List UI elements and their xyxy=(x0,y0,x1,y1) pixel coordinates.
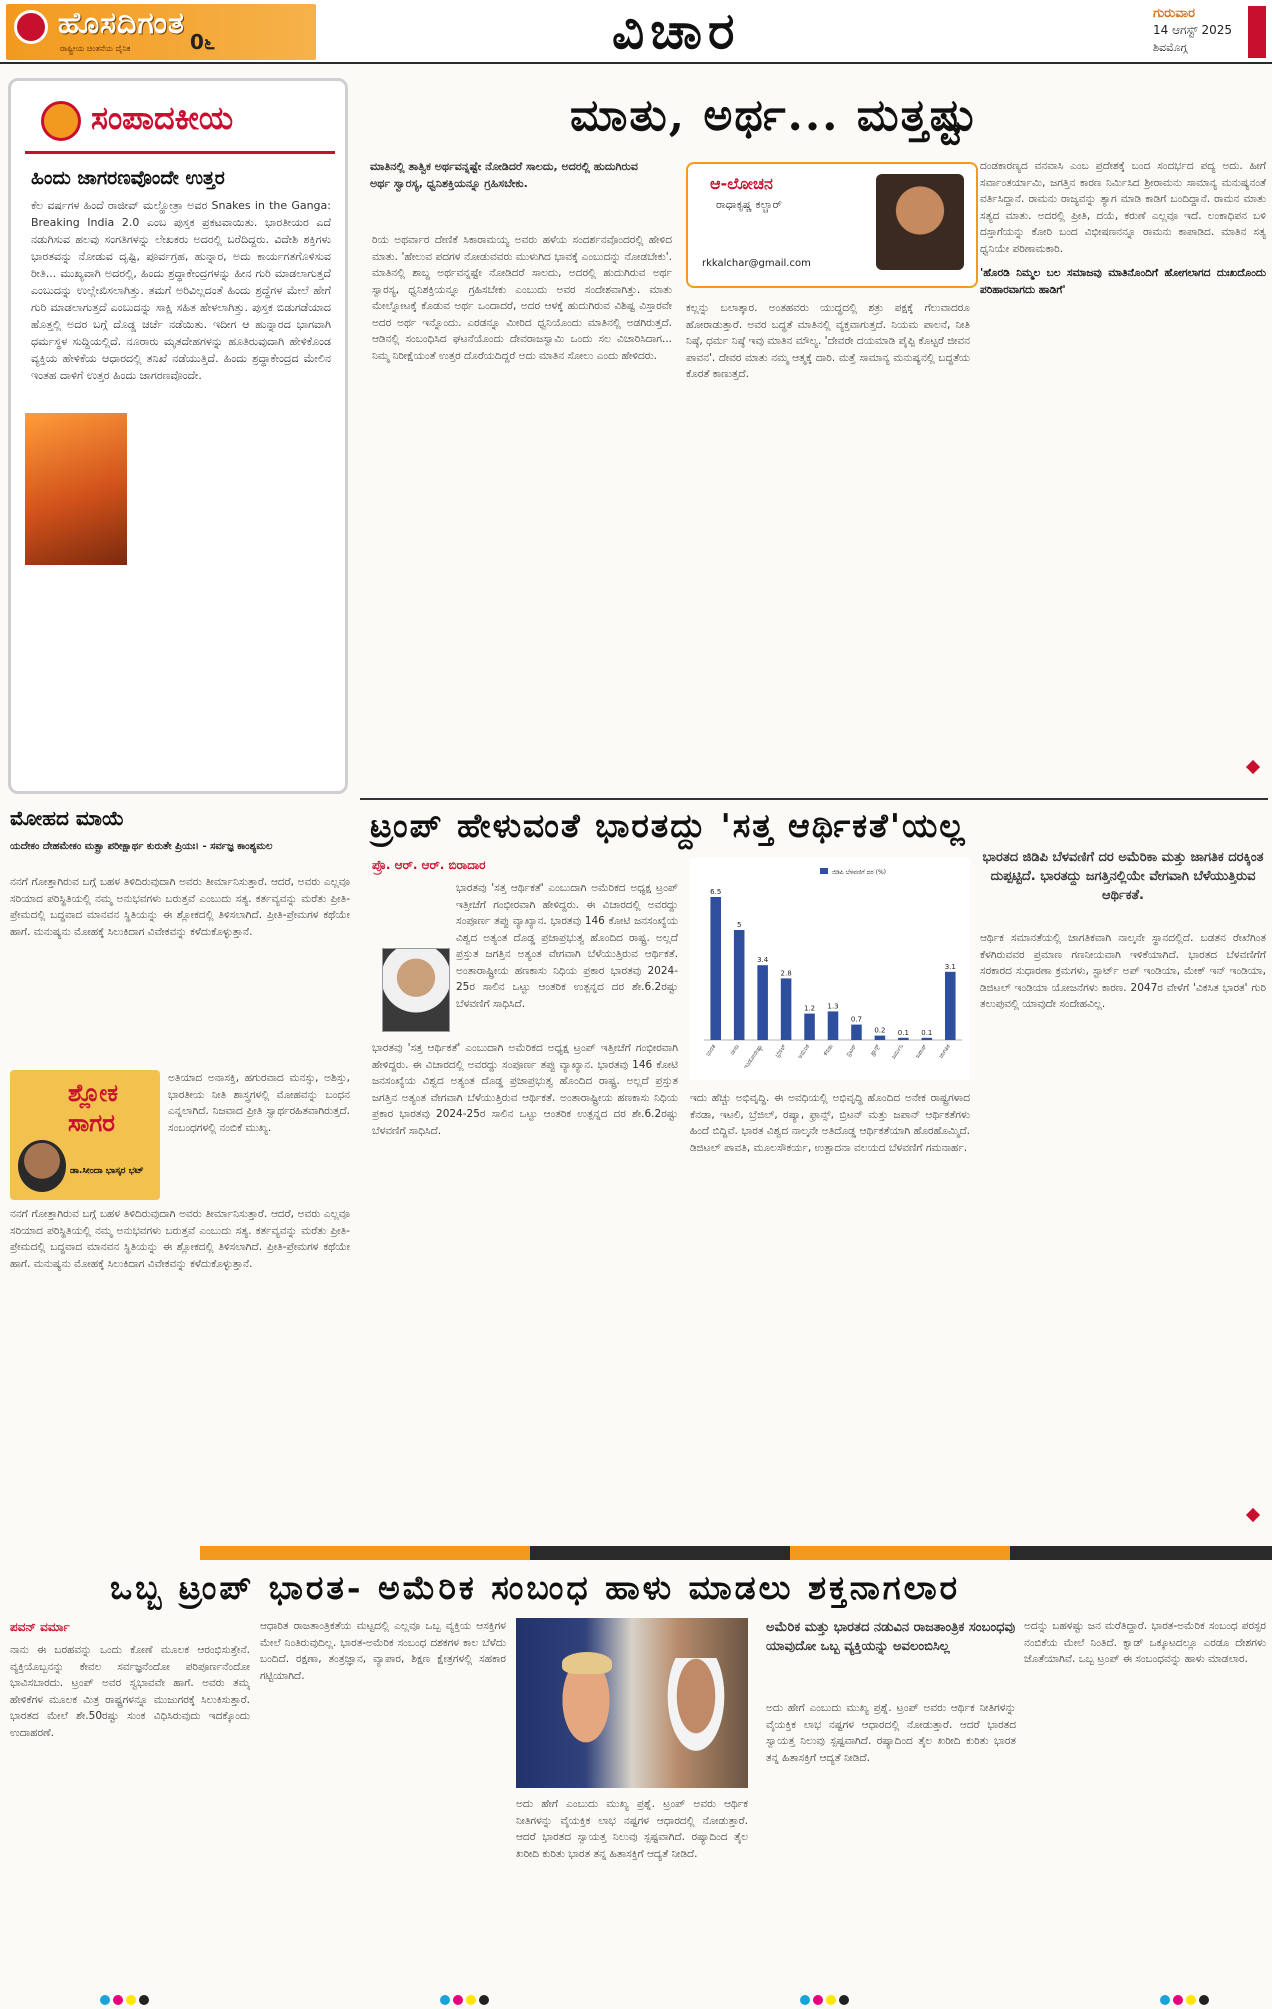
chart-category-label: ಚೀನಾ xyxy=(728,1043,741,1057)
chart-value-label: 5 xyxy=(736,921,742,929)
top-body-mid: ಕಲ್ಲನ್ನು ಬಲಾತ್ಕಾರ. ಅಂತಹವರು ಯುದ್ಧದಲ್ಲಿ ಶತ್ರು ಪಕ್ಷಕ್ಕೆ ಗೆಲುವಾದರೂ ಹೋರಾಡುತ್ತಾರೆ. ಅವರ ಬದ್ಧತೆ ಮಾತಿನಲ್ಲಿ ವ್ಯಕ್ತವಾಗುತ್ತದೆ. ನಿಯಮ ಪಾಲನೆ, ನೀತಿ ನಿಷ್ಠೆ, ಧರ್ಮ ನಿಷ್ಠೆ ಇವು ಮಾತಿನ ಮೌಲ್ಯ. 'ದೇವರೇ ದಯಮಾಡಿ ಪೈಪ್ಪಿ ಕೊಟ್ಟರೆ ಜೀವನ ಪಾವನ'. ದೇವರ ಮಾತು ನಮ್ಮ ಆತ್ಮಕ್ಕೆ ದಾರಿ. ಮತ್ತೆ ಸಾಮಾನ್ಯ ಮನುಷ್ಯನಲ್ಲಿ ಬದ್ಧತೆಯ ಕೊರತೆ ಕಾಣುತ್ತದೆ. xyxy=(686,302,970,380)
chart-bar xyxy=(875,1036,886,1040)
bottom-body-3: ಅದು ಹೇಗೆ ಎಂಬುದು ಮುಖ್ಯ ಪ್ರಶ್ನೆ. ಟ್ರಂಪ್ ಅವರು ಆರ್ಥಿಕ ನೀತಿಗಳನ್ನು ವೈಯಕ್ತಿಕ ಲಾಭ ನಷ್ಟಗಳ ಆಧಾರದಲ್ಲಿ ನೋಡುತ್ತಾರೆ. ಆದರೆ ಭಾರತದ ಸ್ವಾಯತ್ತ ನಿಲುವು ಸ್ಪಷ್ಟವಾಗಿದೆ. ರಷ್ಯಾದಿಂದ ತೈಲ ಖರೀದಿ ಕುರಿತು ಭಾರತ ತನ್ನ ಹಿತಾಸಕ್ತಿಗೆ ಆದ್ಯತೆ ನೀಡಿದೆ. xyxy=(766,1702,1016,1764)
edition-city: ಶಿವಮೊಗ್ಗ xyxy=(1153,41,1188,54)
chart-category-label: ಜಾಗತಿಕ xyxy=(937,1043,952,1060)
masthead xyxy=(0,0,1272,64)
chart-value-label: 3.4 xyxy=(757,956,769,965)
stripe-dark-2 xyxy=(1010,1546,1272,1560)
chart-value-label: 2.8 xyxy=(780,969,792,978)
columnist-photo xyxy=(876,174,964,270)
chart-value-label: 0.7 xyxy=(850,1015,863,1024)
editorial-rule xyxy=(25,151,335,154)
chart-bar xyxy=(710,897,721,1040)
chart-category-label: ಭಾರತ xyxy=(704,1043,718,1058)
shloka-author: ಡಾ.ಸೀಂದಾ ಭಾಸ್ಕರ ಭಟ್ xyxy=(70,1166,144,1176)
stripe-blank xyxy=(0,1546,200,1560)
page-number: 0೬ xyxy=(190,30,216,54)
shloka-label xyxy=(68,1078,118,1138)
chart-bar xyxy=(828,1011,839,1040)
editorial-title: ಹಿಂದು ಜಾಗರಣವೊಂದೇ ಉತ್ತರ xyxy=(31,167,225,189)
color-stripe xyxy=(0,1546,1272,1560)
chart-value-label: 1.3 xyxy=(827,1002,839,1011)
shloka-sagara-badge xyxy=(10,1070,160,1200)
bottom-pull-quote: ಅಮೆರಿಕ ಮತ್ತು ಭಾರತದ ನಡುವಿನ ರಾಜತಾಂತ್ರಿಕ ಸಂಬಂಧವು ಯಾವುದೋ ಒಬ್ಬ ವ್ಯಕ್ತಿಯನ್ನು ಅವಲಂಬಿಸಿಲ್ಲ xyxy=(766,1620,1016,1654)
stripe-orange xyxy=(200,1546,530,1560)
chart-category-label: ಬ್ರೆಜಿಲ್ xyxy=(773,1043,788,1059)
column-body-cont: ನನಗೆ ಗೋತ್ತಾಗಿರುವ ಬಗ್ಗೆ ಬಹಳ ತಿಳಿದಿರುವುದಾಗಿ ಅವರು ತೀರ್ಮಾನಿಸುತ್ತಾರೆ. ಆದರೆ, ಅವರು ಎಲ್ಲವೂ ಸರಿಯಾದ ಪರಿಸ್ಥಿತಿಯಲ್ಲಿ ನಮ್ಮ ಅನುಭವಗಳು ಬರುತ್ತವೆ ಎಂಬುದು ಸತ್ಯ. ಕರ್ತವ್ಯವನ್ನು ಮರೆತು ಪ್ರೀತಿ-ಪ್ರೇಮದಲ್ಲಿ ಬದ್ಧವಾದ ಮಾನವನ ಸ್ಥಿತಿಯನ್ನು ಈ ಶ್ಲೋಕದಲ್ಲಿ ತಿಳಿಸಲಾಗಿದೆ. ಪ್ರೀತಿ-ಪ್ರೇಮಗಳ ಕಥೆಯೇ ಹಾಗೆ. ಮನುಷ್ಯನು ಮೋಹಕ್ಕೆ ಸಿಲುಕಿದಾಗ ವಿವೇಕವನ್ನು ಕಳೆದುಕೊಳ್ಳುತ್ತಾನೆ. xyxy=(10,1208,350,1270)
chart-bar xyxy=(804,1014,815,1040)
logo-emblem-icon xyxy=(14,10,48,44)
date-block xyxy=(1153,6,1232,55)
logo-text: ಹೊಸದಿಗಂತ xyxy=(58,6,185,41)
chart-value-label: 6.5 xyxy=(710,888,722,896)
print-registration-dots xyxy=(800,1990,852,2002)
section-title: ವಿಚಾರ xyxy=(612,2,741,60)
middle-headline: ಟ್ರಂಪ್ ಹೇಳುವಂತೆ ಭಾರತದ್ದು 'ಸತ್ತ ಆರ್ಥಿಕತೆ'ಯಲ್ಲ xyxy=(370,806,967,845)
leaders-photo xyxy=(516,1618,748,1788)
bottom-body-3a: ಅದು ಹೇಗೆ ಎಂಬುದು ಮುಖ್ಯ ಪ್ರಶ್ನೆ. ಟ್ರಂಪ್ ಅವರು ಆರ್ಥಿಕ ನೀತಿಗಳನ್ನು ವೈಯಕ್ತಿಕ ಲಾಭ ನಷ್ಟಗಳ ಆಧಾರದಲ್ಲಿ ನೋಡುತ್ತಾರೆ. ಆದರೆ ಭಾರತದ ಸ್ವಾಯತ್ತ ನಿಲುವು ಸ್ಪಷ್ಟವಾಗಿದೆ. ರಷ್ಯಾದಿಂದ ತೈಲ ಖರೀದಿ ಕುರಿತು ಭಾರತ ತನ್ನ ಹಿತಾಸಕ್ತಿಗೆ ಆದ್ಯತೆ ನೀಡಿದೆ. xyxy=(516,1798,748,1860)
middle-body-left: ಭಾರತವು 'ಸತ್ತ ಆರ್ಥಿಕತೆ' ಎಂಬುದಾಗಿ ಅಮೆರಿಕದ ಅಧ್ಯಕ್ಷ ಟ್ರಂಪ್ ಇತ್ತೀಚೆಗೆ ಗಂಭೀರವಾಗಿ ಹೇಳಿದ್ದರು. ಈ ವಿಚಾರದಲ್ಲಿ ಅವರದ್ದು ಸಂಪೂರ್ಣ ತಪ್ಪು ವ್ಯಾಖ್ಯಾನ. ಭಾರತವು 146 ಕೋಟಿ ಜನಸಂಖ್ಯೆಯ ವಿಶ್ವದ ಅತ್ಯಂತ ದೊಡ್ಡ ಪ್ರಜಾಪ್ರಭುತ್ವ ಹೊಂದಿದ ರಾಷ್ಟ್ರ. ಅಲ್ಲದೆ ಪ್ರಸ್ತುತ ಜಗತ್ತಿನ ಅತ್ಯಂತ ವೇಗವಾಗಿ ಬೆಳೆಯುತ್ತಿರುವ ಆರ್ಥಿಕತೆ. ಅಂತಾರಾಷ್ಟ್ರೀಯ ಹಣಕಾಸು ನಿಧಿಯ ಪ್ರಕಾರ ಭಾರತವು 2024-25ರ ಸಾಲಿನ ಒಟ್ಟು ಆಂತರಿಕ ಉತ್ಪನ್ನದ ದರ ಶೇ.6.2ರಷ್ಟು ಬೆಳವಣಿಗೆ ಸಾಧಿಸಿದೆ. xyxy=(372,1042,678,1137)
print-registration-dots xyxy=(440,1990,492,2002)
middle-body-mid: ಇದು ಹೆಚ್ಚು ಅಭಿವೃದ್ಧಿ. ಈ ಅವಧಿಯಲ್ಲಿ ಅಭಿವೃದ್ಧಿ ಹೊಂದಿದ ಅನೇಕ ರಾಷ್ಟ್ರಗಳಾದ ಕೆನಡಾ, ಇಟಲಿ, ಬ್ರೆಜಿಲ್, ರಷ್ಯಾ, ಫ್ರಾನ್ಸ್, ಬ್ರಿಟನ್ ಮತ್ತು ಜಪಾನ್ ಆರ್ಥಿಕತೆಗಳು ಹಿಂದೆ ಬಿದ್ದಿವೆ. ಭಾರತ ವಿಶ್ವದ ನಾಲ್ಕನೇ ಅತಿದೊಡ್ಡ ಆರ್ಥಿಕತೆಯಾಗಿ ಹೊರಹೊಮ್ಮಿದೆ. ಡಿಜಿಟಲ್ ಪಾವತಿ, ಮೂಲಸೌಕರ್ಯ, ಉತ್ಪಾದನಾ ವಲಯದ ಬೆಳವಣಿಗೆ ಗಮನಾರ್ಹ. xyxy=(690,1092,970,1154)
top-body-left: ರಿಯ ಅಥರ್ವಾರ ದೇಣಿಕೆ ಸಿಕಾರಾಮಯ್ಯ ಅವರು ಹಳೆಯ ಸಂದರ್ಶನವೊಂದರಲ್ಲಿ ಹೇಳಿದ ಮಾತು. 'ಹೇಲುವ ಪದಗಳ ನೋಡುವವರು ಮುಳುಗಿದ ಭಾವಕ್ಕೆ ಎಂಬುದನ್ನು ನೋಡಬೇಕು'. ಮಾತಿನಲ್ಲಿ ಶಾಬ್ದ ಅರ್ಥವನ್ನಷ್ಟೇ ನೋಡಿದರೆ ಸಾಲದು, ಅದರಲ್ಲಿ ಹುದುಗಿರುವ ಅರ್ಥ ಸ್ವಾರಸ್ಯ, ಧ್ವನಿಶಕ್ತಿಯನ್ನೂ ಗ್ರಹಿಸಬೇಕು ಎಂಬುದು ಅವರ ಸಂದೇಶವಾಗಿತ್ತು. ಮಾತು ಮೇಲ್ನೋಟಕ್ಕೆ ಕೊಡುವ ಅರ್ಥ ಒಂದಾದರೆ, ಅದರ ಆಳಕ್ಕೆ ಹುದುಗಿರುವ ವಿಶಿಷ್ಟ ವಿಸ್ತಾರವೇ ಅದರ ಅರ್ಥ ಇನ್ನೊಂದು. ಎರಡನ್ನೂ ಮೀರಿದ ಧ್ವನಿಯೊಂದು ಮಾತಿನಲ್ಲಿ ಅಡಗಿರುತ್ತದೆ. ಆಡಿನಲ್ಲಿ ಸಂಬಂಧಿಸಿದ ಘಟನೆಯೊಂದು ದೇವರಾಜಸ್ವಾಮಿ ಒಂದು ಸಲ ವಿಚಾರಿಸಿದಾಗ... ನಿಮ್ಮ ನಿರೀಕ್ಷೆಯಂತೆ ಉತ್ತರ ದೊರೆಯದಿದ್ದರೆ ಅದು ಮಾತಿನ ಸೋಲು ಎಂದು ಹೇಳಿದರು. xyxy=(372,234,672,362)
photo-person-left xyxy=(556,1664,616,1754)
chart-category-label: ಜಪಾನ್ xyxy=(913,1043,929,1060)
chart-value-label: 0.1 xyxy=(921,1028,933,1037)
chart-value-label: 0.1 xyxy=(897,1028,909,1037)
bottom-body-1: ನಾನು ಈ ಬರಹವನ್ನು ಒಂದು ಕೋಣೆ ಮೂಲಕ ಆರಂಭಿಸುತ್ತೇನೆ. ವ್ಯಕ್ತಿಯೊಬ್ಬನನ್ನು ಕೇವಲ ಸರ್ವಜ್ಞನೆಂದೋ ಪರಿಪೂರ್ಣನೆಂದೋ ಭಾವಿಸಬಾರದು. ಟ್ರಂಪ್ ಅವರ ಸ್ವಭಾವವೇ ಹಾಗೆ. ಅವರು ತಮ್ಮ ಹೇಳಿಕೆಗಳ ಮೂಲಕ ಮಿತ್ರ ರಾಷ್ಟ್ರಗಳನ್ನೂ ಮುಜುಗರಕ್ಕೆ ಸಿಲುಕಿಸುತ್ತಾರೆ. ಭಾರತದ ಮೇಲೆ ಶೇ.50ರಷ್ಟು ಸುಂಕ ವಿಧಿಸಿರುವುದು ಇದಕ್ಕೊಂದು ಉದಾಹರಣೆ. xyxy=(10,1644,250,1739)
middle-author-photo xyxy=(382,948,450,1032)
chart-bar xyxy=(851,1025,862,1040)
chart-value-label: 0.2 xyxy=(874,1026,886,1035)
section-divider xyxy=(360,798,1268,800)
column-label: ಆ-ಲೋಚನ xyxy=(710,174,773,193)
chart-category-label: ಕೆನಡಾ xyxy=(821,1043,835,1058)
top-body-right xyxy=(980,158,1266,758)
chart-bar xyxy=(734,930,745,1040)
column-body: ನನಗೆ ಗೋತ್ತಾಗಿರುವ ಬಗ್ಗೆ ಬಹಳ ತಿಳಿದಿರುವುದಾಗಿ ಅವರು ತೀರ್ಮಾನಿಸುತ್ತಾರೆ. ಆದರೆ, ಅವರು ಎಲ್ಲವೂ ಸರಿಯಾದ ಪರಿಸ್ಥಿತಿಯಲ್ಲಿ ನಮ್ಮ ಅನುಭವಗಳು ಬರುತ್ತವೆ ಎಂಬುದು ಸತ್ಯ. ಕರ್ತವ್ಯವನ್ನು ಮರೆತು ಪ್ರೀತಿ-ಪ್ರೇಮದಲ್ಲಿ ಬದ್ಧವಾದ ಮಾನವನ ಸ್ಥಿತಿಯನ್ನು ಈ ಶ್ಲೋಕದಲ್ಲಿ ತಿಳಿಸಲಾಗಿದೆ. ಪ್ರೀತಿ-ಪ್ರೇಮಗಳ ಕಥೆಯೇ ಹಾಗೆ. ಮನುಷ್ಯನು ಮೋಹಕ್ಕೆ ಸಿಲುಕಿದಾಗ ವಿವೇಕವನ್ನು ಕಳೆದುಕೊಳ್ಳುತ್ತಾನೆ. xyxy=(10,876,350,938)
editorial-box xyxy=(8,78,348,794)
chart-category-label: ಇಂಡೋನೇಷ್ಯಾ xyxy=(742,1043,765,1071)
legend-swatch xyxy=(820,868,828,874)
columnist-name: ರಾಧಾಕೃಷ್ಣ ಕಲ್ಚಾರ್ xyxy=(716,198,782,211)
editorial-emblem-icon xyxy=(41,101,81,141)
print-registration-dots xyxy=(100,1990,152,2002)
bottom-headline: ಒಬ್ಬ ಟ್ರಂಪ್ ಭಾರತ- ಅಮೆರಿಕ ಸಂಬಂಧ ಹಾಳು ಮಾಡಲು ಶಕ್ತನಾಗಲಾರ xyxy=(110,1568,961,1607)
middle-body-right: ಆರ್ಥಿಕ ಸಮಾನತೆಯಲ್ಲಿ ಜಾಗತಿಕವಾಗಿ ನಾಲ್ಕನೇ ಸ್ಥಾನದಲ್ಲಿದೆ. ಬಡತನ ರೇಖೆಗಿಂತ ಕೆಳಗಿರುವವರ ಪ್ರಮಾಣ ಗಣನೀಯವಾಗಿ ಇಳಿಕೆಯಾಗಿದೆ. ಭಾರತದ ಬೆಳವಣಿಗೆಗೆ ಸರಕಾರದ ಸುಧಾರಣಾ ಕ್ರಮಗಳು, ಸ್ಟಾರ್ಟ್ ಅಪ್ ಇಂಡಿಯಾ, ಮೇಕ್ ಇನ್ ಇಂಡಿಯಾ, ಡಿಜಿಟಲ್ ಇಂಡಿಯಾ ಯೋಜನೆಗಳು ಕಾರಣ. 2047ರ ವೇಳೆಗೆ 'ವಿಕಸಿತ ಭಾರತ' ಗುರಿ ತಲುಪುವಲ್ಲಿ ಯಾವುದೇ ಸಂದೇಹವಿಲ್ಲ. xyxy=(980,932,1266,1010)
corner-accent xyxy=(1248,6,1266,58)
chart-value-label: 1.2 xyxy=(803,1004,816,1013)
chart-category-label: ಬ್ರಿಟನ್ xyxy=(844,1043,859,1059)
columnist-avatar xyxy=(18,1140,66,1192)
issue-day: ಗುರುವಾರ xyxy=(1153,6,1196,21)
shloka-quote: ಯದೇಕಂ ದೇಹಮೇಕಂ ಮತ್ಪ್ರಾ ಪರೀಕ್ಷಾರ್ಥ ಕುರುತೇ ಪ್ರಿಯಃ। - ಸರ್ವಜ್ಞ ಕಾಂಶ್ಯಮಲ xyxy=(10,841,273,852)
bottom-body-2: ಆಧಾರಿತ ರಾಜತಾಂತ್ರಿಕತೆಯ ಮಟ್ಟದಲ್ಲಿ ಎಲ್ಲವೂ ಒಬ್ಬ ವ್ಯಕ್ತಿಯ ಆಸಕ್ತಿಗಳ ಮೇಲೆ ನಿಂತಿರುವುದಿಲ್ಲ. ಭಾರತ-ಅಮೆರಿಕ ಸಂಬಂಧ ದಶಕಗಳ ಕಾಲ ಬೆಳೆದು ಬಂದಿದೆ. ರಕ್ಷಣಾ, ತಂತ್ರಜ್ಞಾನ, ವ್ಯಾಪಾರ, ಶಿಕ್ಷಣ ಕ್ಷೇತ್ರಗಳಲ್ಲಿ ಸಹಕಾರ ಗಟ್ಟಿಯಾಗಿದೆ. xyxy=(260,1620,506,1682)
chart-bar xyxy=(945,972,956,1040)
bottom-author: ಪವನ್ ವರ್ಮಾ xyxy=(10,1620,70,1634)
chart-value-label: 3.1 xyxy=(944,962,956,971)
photo-person-right xyxy=(664,1658,728,1758)
chart-bar xyxy=(781,978,792,1040)
top-right-text-1: ದಂಡಕಾರಣ್ಯದ ವನವಾಸಿ ಎಂಬ ಪ್ರದೇಶಕ್ಕೆ ಬಂದ ಸಂದರ್ಭದ ಪದ್ಯ ಅದು. ಹೀಗೆ ಸರ್ವಾಂತರ್ಯಾಮಿ, ಜಗತ್ತಿನ ಕಾರಣ ನಿರ್ಮಿಸಿದ ಶ್ರೀರಾಮನು ಸಾಮಾನ್ಯ ಮನುಷ್ಯನಂತೆ ವರ್ತಿಸಿದ್ದಾನೆ. ರಾಮನು ರಾಜ್ಯವನ್ನು ತ್ಯಾಗ ಮಾಡಿ ಕಾಡಿಗೆ ಬಂದಿದ್ದಾನೆ. ರಾಮನ ಮಾತು ಸತ್ಯದ ಮಾತು. ಅದರಲ್ಲಿ ಪ್ರೀತಿ, ದಯೆ, ಕರುಣೆ ಎಲ್ಲವೂ ಇದೆ. ಲಂಕಾಧಿಪನ ಬಳಿ ದಸ್ತಾಗೆಯನ್ನು ಕೋರಿ ಬಂದ ವಿಭೀಷಣನನ್ನೂ ರಾಮನು ಕಾಪಾಡಿದ. ಮಾತಿನ ಸತ್ಯ ಧ್ವನಿಯೇ ಪರಿಣಾಮಕಾರಿ. xyxy=(980,160,1266,255)
end-mark-icon xyxy=(1246,760,1260,774)
gdp-chart-svg xyxy=(690,858,970,1080)
columnist-email[interactable]: rkkalchar@gmail.com xyxy=(702,258,811,269)
top-right-verse: 'ಹೊರಡಿ ನಿಮ್ಮಲ ಬಲ ಸಮಾಜವು ಮಾತಿನೊಂದಿಗೆ ಹೋಗಲಾಗದ ದುಃಖದೊಂದು ಪರಿಹಾರವಾಗದು ಹಾಡಿಗೆ' xyxy=(980,267,1266,296)
gdp-bar-chart xyxy=(690,858,970,1080)
middle-highlight-quote: ಭಾರತದ ಜಿಡಿಪಿ ಬೆಳವಣಿಗೆ ದರ ಅಮೆರಿಕಾ ಮತ್ತು ಜಾಗತಿಕ ದರಕ್ಕಿಂತ ದುಪ್ಪಟ್ಟಿದೆ. ಭಾರತದ್ದು ಜಗತ್ತಿನಲ್ಲಿಯೇ ವೇಗವಾಗಿ ಬೆಳೆಯುತ್ತಿರುವ ಆರ್ಥಿಕತೆ. xyxy=(982,850,1264,903)
stripe-orange-2 xyxy=(790,1546,1010,1560)
photo-hair-left xyxy=(562,1652,612,1674)
shloka-label-line2: ಸಾಗರ xyxy=(68,1109,115,1137)
bottom-body-4: ಅದನ್ನು ಬಹಳಷ್ಟು ಜನ ಮರೆತಿದ್ದಾರೆ. ಭಾರತ-ಅಮೆರಿಕ ಸಂಬಂಧ ಪರಸ್ಪರ ನಂಬಿಕೆಯ ಮೇಲೆ ನಿಂತಿದೆ. ಕ್ವಾಡ್ ಒಕ್ಕೂಟದಲ್ಲೂ ಎರಡೂ ದೇಶಗಳು ಜೊತೆಯಾಗಿವೆ. ಒಬ್ಬ ಟ್ರಂಪ್ ಈ ಸಂಬಂಧವನ್ನು ಹಾಳು ಮಾಡಲಾರ. xyxy=(1024,1620,1266,1665)
columnist-box xyxy=(686,162,978,288)
top-intro: ಮಾತಿನಲ್ಲಿ ತಾತ್ವಿಕ ಅರ್ಥವನ್ನಷ್ಟೇ ನೋಡಿದರೆ ಸಾಲದು, ಅದರಲ್ಲಿ ಹುದುಗಿರುವ ಅರ್ಥ ಸ್ವಾರಸ್ಯ, ಧ್ವನಿಶಕ್ತಿಯನ್ನೂ ಗ್ರಹಿಸಬೇಕು. xyxy=(370,160,638,190)
logo-tagline: ರಾಷ್ಟ್ರೀಯ ಚಿಂತನೆಯ ದೈನಿಕ xyxy=(60,44,131,53)
chart-bar xyxy=(757,965,768,1040)
editorial-photo xyxy=(25,413,127,565)
legend-label: ಜಿಡಿಪಿ ಬೆಳವಣಿಗೆ ದರ (%) xyxy=(832,869,886,876)
chart-category-label: ಫ್ರಾನ್ಸ್ xyxy=(868,1043,882,1058)
middle-body-intro: ಭಾರತವು 'ಸತ್ತ ಆರ್ಥಿಕತೆ' ಎಂಬುದಾಗಿ ಅಮೆರಿಕದ ಅಧ್ಯಕ್ಷ ಟ್ರಂಪ್ ಇತ್ತೀಚೆಗೆ ಗಂಭೀರವಾಗಿ ಹೇಳಿದ್ದರು. ಈ ವಿಚಾರದಲ್ಲಿ ಅವರದ್ದು ಸಂಪೂರ್ಣ ತಪ್ಪು ವ್ಯಾಖ್ಯಾನ. ಭಾರತವು 146 ಕೋಟಿ ಜನಸಂಖ್ಯೆಯ ವಿಶ್ವದ ಅತ್ಯಂತ ದೊಡ್ಡ ಪ್ರಜಾಪ್ರಭುತ್ವ ಹೊಂದಿದ ರಾಷ್ಟ್ರ. ಅಲ್ಲದೆ ಪ್ರಸ್ತುತ ಜಗತ್ತಿನ ಅತ್ಯಂತ ವೇಗವಾಗಿ ಬೆಳೆಯುತ್ತಿರುವ ಆರ್ಥಿಕತೆ. ಅಂತಾರಾಷ್ಟ್ರೀಯ ಹಣಕಾಸು ನಿಧಿಯ ಪ್ರಕಾರ ಭಾರತವು 2024-25ರ ಸಾಲಿನ ಒಟ್ಟು ಆಂತರಿಕ ಉತ್ಪನ್ನದ ದರ ಶೇ.6.2ರಷ್ಟು ಬೆಳವಣಿಗೆ ಸಾಧಿಸಿದೆ. xyxy=(456,882,678,1010)
editorial-label: ಸಂಪಾದಕೀಯ xyxy=(91,99,234,137)
column-title: ಮೋಹದ ಮಾಯೆ xyxy=(10,806,125,830)
editorial-body: ಕೆಲ ವರ್ಷಗಳ ಹಿಂದೆ ರಾಜೀವ್ ಮಲ್ಹೋತ್ರಾ ಅವರ Snakes in the Ganga: Breaking India 2.0 ಎಂಬ ಪುಸ್ತಕ ಪ್ರಕಟವಾಯಿತು. ಭಾರತೀಯರ ಎದೆ ನಡುಗಿಸುವ ಹಲವು ಸಂಗತಿಗಳನ್ನು ಲೇಖಕರು ಅದರಲ್ಲಿ ಬರೆದಿದ್ದರು. ವಿದೇಶಿ ಶಕ್ತಿಗಳು ಭಾರತವನ್ನು ನೋಡುವ ದೃಷ್ಟಿ, ಪೂರ್ವಗ್ರಹ, ಹುನ್ನಾರ, ಅದು ಕಾರ್ಯಗತಗೊಳಿಸುವ ರೀತಿ... ಮುಖ್ಯವಾಗಿ ಅದರಲ್ಲಿ, ಹಿಂದು ಶ್ರದ್ಧಾಕೇಂದ್ರಗಳನ್ನು ಹೀನ ಗುರಿ ಮಾಡಲಾಗುತ್ತದೆ ಎಂಬುದನ್ನು ಉಲ್ಲೇಖಿಸಲಾಗಿತ್ತು. ತಮಗೆ ಅರಿವಿಲ್ಲದಂತೆ ಹಿಂದು ಶ್ರದ್ಧೆಗಳ ಮೇಲೆ ಹೇಗೆ ಗುರಿ ಮಾಡಲಾಗುತ್ತದೆ ಎಂಬುದನ್ನು ಸಾಕ್ಷಿ ಸಹಿತ ಹೇಳಲಾಗಿತ್ತು. ಪುಸ್ತಕ ಬಿಡುಗಡೆಯಾದ ಹೊತ್ತಲ್ಲಿ ಅದರ ಬಗ್ಗೆ ದೊಡ್ಡ ಚರ್ಚೆ ನಡೆಯಿತು. ಇದೀಗ ಆ ಹುನ್ನಾರದ ಭಾಗವಾಗಿ ಧರ್ಮಸ್ಥಳ ಸುದ್ದಿಯಲ್ಲಿದೆ. ನೂರಾರು ಮೃತದೇಹಗಳನ್ನು ಹೂತಿರುವುದಾಗಿ ಹೇಳಿಕೊಂಡ ವ್ಯಕ್ತಿಯ ಹೇಳಿಕೆಯ ಆಧಾರದಲ್ಲಿ ತನಿಖೆ ನಡೆಯುತ್ತಿದೆ. ಹಿಂದು ಶ್ರದ್ಧಾಕೇಂದ್ರದ ಮೇಲಿನ ಇಂತಹ ದಾಳಿಗೆ ಉತ್ತರ ಹಿಂದು ಜಾಗರಣವೊಂದೇ. xyxy=(31,199,331,382)
top-headline: ಮಾತು, ಅರ್ಥ... ಮತ್ತಷ್ಟು xyxy=(570,90,979,141)
chart-category-label: ಅಮೆರಿಕ xyxy=(796,1043,812,1061)
newspaper-logo xyxy=(6,4,316,60)
chart-bar xyxy=(898,1038,909,1040)
stripe-dark xyxy=(530,1546,790,1560)
print-registration-dots xyxy=(1160,1990,1212,2002)
issue-date: 14 ಆಗಸ್ಟ್ 2025 xyxy=(1153,23,1232,37)
chart-bar xyxy=(922,1038,933,1040)
chart-category-label: ಜರ್ಮನಿ xyxy=(889,1043,906,1061)
middle-author: ಪ್ರೊ. ಆರ್. ಆರ್. ಬಿರಾದಾರ xyxy=(372,858,486,872)
shloka-label-line1: ಶ್ಲೋಕ xyxy=(68,1079,118,1107)
column-body-side: ಅತಿಯಾದ ಅನಾಸಕ್ತಿ, ಹಗುರವಾದ ಮನಸ್ಸು, ಅಶಿಸ್ತು, ಭಾರತೀಯ ನೀತಿ ಶಾಸ್ತ್ರಗಳಲ್ಲಿ ಮೋಹವನ್ನು ಬಂಧನ ಎನ್ನಲಾಗಿದೆ. ನಿಜವಾದ ಪ್ರೀತಿ ಸ್ವಾರ್ಥರಹಿತವಾಗಿರುತ್ತದೆ. ಸಂಬಂಧಗಳಲ್ಲಿ ನಂಬಿಕೆ ಮುಖ್ಯ. xyxy=(168,1072,350,1134)
